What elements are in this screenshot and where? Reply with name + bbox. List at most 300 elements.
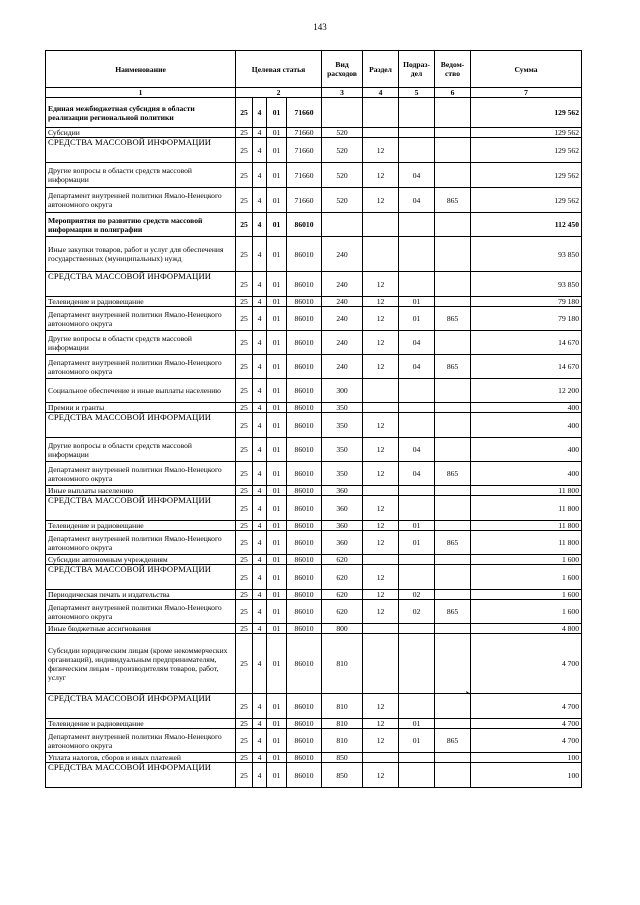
row-name: СРЕДСТВА МАССОВОЙ ИНФОРМАЦИИ [46, 565, 236, 590]
section-code [363, 403, 399, 413]
row-name: Департамент внутренней политики Ямало-Ненецкого автономного округа [46, 600, 236, 624]
subsection-code: 04 [399, 163, 435, 188]
target-code-program: 25 [236, 237, 253, 272]
target-code-direction: 86010 [287, 590, 322, 600]
target-code-program: 25 [236, 590, 253, 600]
expense-type: 520 [322, 138, 363, 163]
target-code-direction: 86010 [287, 272, 322, 297]
table-row [46, 753, 582, 763]
section-code: 12 [363, 307, 399, 331]
subsection-code [399, 128, 435, 138]
expense-type: 360 [322, 496, 363, 521]
target-code-main: 01 [267, 272, 287, 297]
target-code-main: 01 [267, 555, 287, 565]
table-row [46, 128, 582, 138]
target-code-direction: 86010 [287, 486, 322, 496]
department-code: 865 [435, 531, 471, 555]
target-code-program: 25 [236, 729, 253, 753]
section-code: 12 [363, 438, 399, 462]
target-code-direction: 71660 [287, 188, 322, 213]
department-code [435, 590, 471, 600]
subsection-code [399, 555, 435, 565]
target-code-subprogram: 4 [253, 379, 267, 403]
department-code [435, 753, 471, 763]
table-row [46, 188, 582, 213]
amount: 1 600 [471, 600, 582, 624]
table-row [46, 138, 582, 163]
section-code: 12 [363, 531, 399, 555]
table-row [46, 729, 582, 753]
target-code-direction: 86010 [287, 213, 322, 237]
subsection-code [399, 213, 435, 237]
target-code-main: 01 [267, 438, 287, 462]
expense-type: 810 [322, 634, 363, 694]
budget-table [45, 50, 582, 788]
amount: 1 600 [471, 555, 582, 565]
expense-type: 810 [322, 729, 363, 753]
table-body [46, 98, 582, 788]
row-name: Телевидение и радиовещание [46, 719, 236, 729]
target-code-program: 25 [236, 565, 253, 590]
target-code-subprogram: 4 [253, 163, 267, 188]
target-code-subprogram: 4 [253, 763, 267, 788]
section-code: 12 [363, 272, 399, 297]
department-code [435, 128, 471, 138]
expense-type: 360 [322, 486, 363, 496]
expense-type: 350 [322, 438, 363, 462]
target-code-subprogram: 4 [253, 331, 267, 355]
header-department: Ведом-ство [435, 51, 471, 88]
department-code [435, 98, 471, 128]
table-row [46, 521, 582, 531]
target-code-program: 25 [236, 297, 253, 307]
expense-type: 810 [322, 719, 363, 729]
target-code-main: 01 [267, 531, 287, 555]
target-code-program: 25 [236, 763, 253, 788]
row-name: СРЕДСТВА МАССОВОЙ ИНФОРМАЦИИ [46, 763, 236, 788]
section-code: 12 [363, 163, 399, 188]
department-code [435, 694, 471, 719]
table-row [46, 403, 582, 413]
amount: 79 180 [471, 307, 582, 331]
target-code-main: 01 [267, 496, 287, 521]
column-number: 3 [322, 88, 363, 98]
department-code [435, 163, 471, 188]
amount: 129 562 [471, 98, 582, 128]
expense-type: 620 [322, 565, 363, 590]
section-code [363, 237, 399, 272]
subsection-code [399, 237, 435, 272]
target-code-subprogram: 4 [253, 213, 267, 237]
amount: 4 700 [471, 694, 582, 719]
department-code [435, 331, 471, 355]
target-code-direction: 71660 [287, 98, 322, 128]
row-name: Другие вопросы в области средств массовой информации [46, 438, 236, 462]
target-code-main: 01 [267, 729, 287, 753]
expense-type: 620 [322, 600, 363, 624]
target-code-main: 01 [267, 694, 287, 719]
target-code-subprogram: 4 [253, 565, 267, 590]
subsection-code: 01 [399, 729, 435, 753]
target-code-main: 01 [267, 163, 287, 188]
target-code-subprogram: 4 [253, 634, 267, 694]
expense-type: 520 [322, 128, 363, 138]
amount: 11 800 [471, 496, 582, 521]
target-code-main: 01 [267, 355, 287, 379]
subsection-code: 01 [399, 719, 435, 729]
target-code-program: 25 [236, 521, 253, 531]
target-code-program: 25 [236, 379, 253, 403]
section-code: 12 [363, 496, 399, 521]
subsection-code [399, 486, 435, 496]
target-code-subprogram: 4 [253, 531, 267, 555]
row-name: Департамент внутренней политики Ямало-Ненецкого автономного округа [46, 355, 236, 379]
target-code-subprogram: 4 [253, 462, 267, 486]
target-code-main: 01 [267, 462, 287, 486]
target-code-main: 01 [267, 98, 287, 128]
amount: 400 [471, 438, 582, 462]
department-code [435, 486, 471, 496]
department-code [435, 272, 471, 297]
row-name: СРЕДСТВА МАССОВОЙ ИНФОРМАЦИИ [46, 272, 236, 297]
target-code-program: 25 [236, 307, 253, 331]
table-row [46, 462, 582, 486]
table-row [46, 719, 582, 729]
target-code-main: 01 [267, 590, 287, 600]
amount: 4 700 [471, 634, 582, 694]
department-code [435, 555, 471, 565]
target-code-subprogram: 4 [253, 496, 267, 521]
target-code-direction: 86010 [287, 531, 322, 555]
row-name: Иные выплаты населению [46, 486, 236, 496]
subsection-code [399, 272, 435, 297]
amount: 4 700 [471, 729, 582, 753]
section-code [363, 98, 399, 128]
department-code [435, 379, 471, 403]
expense-type: 350 [322, 462, 363, 486]
table-row [46, 379, 582, 403]
target-code-main: 01 [267, 138, 287, 163]
table-row [46, 555, 582, 565]
target-code-main: 01 [267, 565, 287, 590]
target-code-program: 25 [236, 438, 253, 462]
section-code: 12 [363, 590, 399, 600]
subsection-code [399, 379, 435, 403]
page-number: 143 [313, 22, 327, 32]
column-number-row [46, 88, 582, 98]
amount: 400 [471, 462, 582, 486]
header-subsection: Подраз-дел [399, 51, 435, 88]
section-code: 12 [363, 763, 399, 788]
target-code-subprogram: 4 [253, 272, 267, 297]
row-name: Департамент внутренней политики Ямало-Ненецкого автономного округа [46, 462, 236, 486]
expense-type: 350 [322, 403, 363, 413]
target-code-subprogram: 4 [253, 521, 267, 531]
section-code: 12 [363, 719, 399, 729]
target-code-direction: 71660 [287, 138, 322, 163]
expense-type: 850 [322, 763, 363, 788]
row-name: Другие вопросы в области средств массовой информации [46, 163, 236, 188]
target-code-direction: 86010 [287, 355, 322, 379]
header-target: Целевая статья [236, 51, 322, 88]
target-code-main: 01 [267, 379, 287, 403]
table-row [46, 496, 582, 521]
department-code [435, 565, 471, 590]
row-name: СРЕДСТВА МАССОВОЙ ИНФОРМАЦИИ [46, 496, 236, 521]
section-code: 12 [363, 565, 399, 590]
subsection-code [399, 624, 435, 634]
section-code: 12 [363, 521, 399, 531]
department-code: 865 [435, 355, 471, 379]
target-code-program: 25 [236, 496, 253, 521]
target-code-direction: 86010 [287, 413, 322, 438]
target-code-program: 25 [236, 462, 253, 486]
amount: 1 600 [471, 590, 582, 600]
section-code: 12 [363, 331, 399, 355]
target-code-main: 01 [267, 753, 287, 763]
section-code: 12 [363, 694, 399, 719]
target-code-main: 01 [267, 600, 287, 624]
row-name: Социальное обеспечение и иные выплаты населению [46, 379, 236, 403]
expense-type: 800 [322, 624, 363, 634]
row-name: Телевидение и радиовещание [46, 297, 236, 307]
amount: 11 800 [471, 521, 582, 531]
department-code [435, 237, 471, 272]
subsection-code [399, 694, 435, 719]
section-code [363, 753, 399, 763]
department-code [435, 403, 471, 413]
column-number: 6 [435, 88, 471, 98]
target-code-subprogram: 4 [253, 624, 267, 634]
target-code-program: 25 [236, 188, 253, 213]
expense-type: 520 [322, 188, 363, 213]
table-row [46, 565, 582, 590]
target-code-direction: 86010 [287, 634, 322, 694]
target-code-direction: 86010 [287, 753, 322, 763]
target-code-subprogram: 4 [253, 403, 267, 413]
expense-type: 360 [322, 531, 363, 555]
target-code-direction: 86010 [287, 555, 322, 565]
amount: 14 670 [471, 355, 582, 379]
subsection-code: 04 [399, 188, 435, 213]
table-row [46, 413, 582, 438]
section-code [363, 555, 399, 565]
table-row [46, 237, 582, 272]
target-code-subprogram: 4 [253, 600, 267, 624]
target-code-main: 01 [267, 403, 287, 413]
column-number: 1 [46, 88, 236, 98]
target-code-subprogram: 4 [253, 307, 267, 331]
target-code-main: 01 [267, 634, 287, 694]
amount: 11 800 [471, 531, 582, 555]
section-code [363, 486, 399, 496]
target-code-direction: 86010 [287, 763, 322, 788]
row-name: СРЕДСТВА МАССОВОЙ ИНФОРМАЦИИ [46, 413, 236, 438]
department-code [435, 763, 471, 788]
amount: 112 450 [471, 213, 582, 237]
target-code-program: 25 [236, 331, 253, 355]
amount: 400 [471, 403, 582, 413]
table-row [46, 634, 582, 694]
department-code: 865 [435, 600, 471, 624]
department-code [435, 624, 471, 634]
expense-type: 300 [322, 379, 363, 403]
table-row [46, 98, 582, 128]
target-code-direction: 86010 [287, 600, 322, 624]
table-row [46, 163, 582, 188]
target-code-subprogram: 4 [253, 237, 267, 272]
target-code-subprogram: 4 [253, 555, 267, 565]
table-row [46, 486, 582, 496]
subsection-code: 01 [399, 531, 435, 555]
column-number: 2 [236, 88, 322, 98]
department-code: 865 [435, 729, 471, 753]
expense-type [322, 213, 363, 237]
row-name: Мероприятия по развитию средств массовой информации и полиграфии [46, 213, 236, 237]
target-code-subprogram: 4 [253, 355, 267, 379]
section-code: 12 [363, 729, 399, 753]
expense-type: 240 [322, 272, 363, 297]
target-code-program: 25 [236, 128, 253, 138]
target-code-program: 25 [236, 555, 253, 565]
expense-type: 240 [322, 355, 363, 379]
target-code-program: 25 [236, 413, 253, 438]
target-code-subprogram: 4 [253, 98, 267, 128]
amount: 4 700 [471, 719, 582, 729]
target-code-subprogram: 4 [253, 188, 267, 213]
target-code-main: 01 [267, 331, 287, 355]
department-code [435, 297, 471, 307]
target-code-main: 01 [267, 413, 287, 438]
row-name: Уплата налогов, сборов и иных платежей [46, 753, 236, 763]
amount: 100 [471, 763, 582, 788]
section-code: 12 [363, 600, 399, 624]
target-code-subprogram: 4 [253, 413, 267, 438]
section-code: 12 [363, 188, 399, 213]
target-code-direction: 71660 [287, 128, 322, 138]
target-code-direction: 86010 [287, 331, 322, 355]
target-code-subprogram: 4 [253, 729, 267, 753]
target-code-direction: 86010 [287, 565, 322, 590]
section-code [363, 624, 399, 634]
column-number: 7 [471, 88, 582, 98]
table-row [46, 331, 582, 355]
target-code-program: 25 [236, 531, 253, 555]
target-code-subprogram: 4 [253, 486, 267, 496]
section-code [363, 379, 399, 403]
subsection-code: 01 [399, 307, 435, 331]
row-name: Единая межбюджетная субсидия в области реализации региональной политики [46, 98, 236, 128]
amount: 129 562 [471, 188, 582, 213]
subsection-code: 02 [399, 600, 435, 624]
amount: 129 562 [471, 163, 582, 188]
row-name: Субсидии юридическим лицам (кроме некоммерческих организаций), индивидуальным предпринимателям, физическим лицам - производителям товаров, работ, услуг [46, 634, 236, 694]
target-code-main: 01 [267, 486, 287, 496]
target-code-program: 25 [236, 486, 253, 496]
department-code [435, 438, 471, 462]
target-code-direction: 86010 [287, 694, 322, 719]
target-code-direction: 86010 [287, 719, 322, 729]
department-code [435, 521, 471, 531]
target-code-program: 25 [236, 163, 253, 188]
row-name: СРЕДСТВА МАССОВОЙ ИНФОРМАЦИИ [46, 694, 236, 719]
target-code-main: 01 [267, 719, 287, 729]
section-code: 12 [363, 355, 399, 379]
target-code-program: 25 [236, 600, 253, 624]
target-code-program: 25 [236, 624, 253, 634]
target-code-direction: 86010 [287, 462, 322, 486]
target-code-direction: 86010 [287, 624, 322, 634]
department-code: 865 [435, 188, 471, 213]
target-code-direction: 86010 [287, 521, 322, 531]
target-code-direction: 86010 [287, 438, 322, 462]
table-row [46, 307, 582, 331]
subsection-code [399, 565, 435, 590]
subsection-code [399, 763, 435, 788]
target-code-program: 25 [236, 634, 253, 694]
header-sum: Сумма [471, 51, 582, 88]
table-row [46, 531, 582, 555]
department-code: 865 [435, 307, 471, 331]
amount: 14 670 [471, 331, 582, 355]
target-code-main: 01 [267, 521, 287, 531]
target-code-direction: 86010 [287, 379, 322, 403]
target-code-direction: 71660 [287, 163, 322, 188]
amount: 1 600 [471, 565, 582, 590]
row-name: Периодическая печать и издательства [46, 590, 236, 600]
target-code-direction: 86010 [287, 237, 322, 272]
section-code: 12 [363, 138, 399, 163]
expense-type: 240 [322, 307, 363, 331]
amount: 100 [471, 753, 582, 763]
column-number: 4 [363, 88, 399, 98]
table-row [46, 438, 582, 462]
amount: 12 200 [471, 379, 582, 403]
section-code: 12 [363, 462, 399, 486]
department-code [435, 634, 471, 694]
subsection-code [399, 634, 435, 694]
target-code-main: 01 [267, 624, 287, 634]
row-name: Премии и гранты [46, 403, 236, 413]
row-name: Департамент внутренней политики Ямало-Ненецкого автономного округа [46, 729, 236, 753]
row-name: СРЕДСТВА МАССОВОЙ ИНФОРМАЦИИ [46, 138, 236, 163]
expense-type: 360 [322, 521, 363, 531]
subsection-code: 04 [399, 331, 435, 355]
target-code-direction: 86010 [287, 496, 322, 521]
subsection-code: 01 [399, 521, 435, 531]
department-code [435, 138, 471, 163]
expense-type: 520 [322, 163, 363, 188]
target-code-subprogram: 4 [253, 694, 267, 719]
table-row [46, 213, 582, 237]
amount: 129 562 [471, 128, 582, 138]
target-code-direction: 86010 [287, 729, 322, 753]
section-code [363, 213, 399, 237]
department-code [435, 496, 471, 521]
amount: 93 850 [471, 237, 582, 272]
subsection-code [399, 413, 435, 438]
target-code-subprogram: 4 [253, 128, 267, 138]
header-section: Раздел [363, 51, 399, 88]
target-code-program: 25 [236, 694, 253, 719]
section-code: 12 [363, 413, 399, 438]
target-code-program: 25 [236, 98, 253, 128]
target-code-program: 25 [236, 403, 253, 413]
expense-type: 240 [322, 237, 363, 272]
amount: 93 850 [471, 272, 582, 297]
subsection-code [399, 138, 435, 163]
section-code [363, 634, 399, 694]
